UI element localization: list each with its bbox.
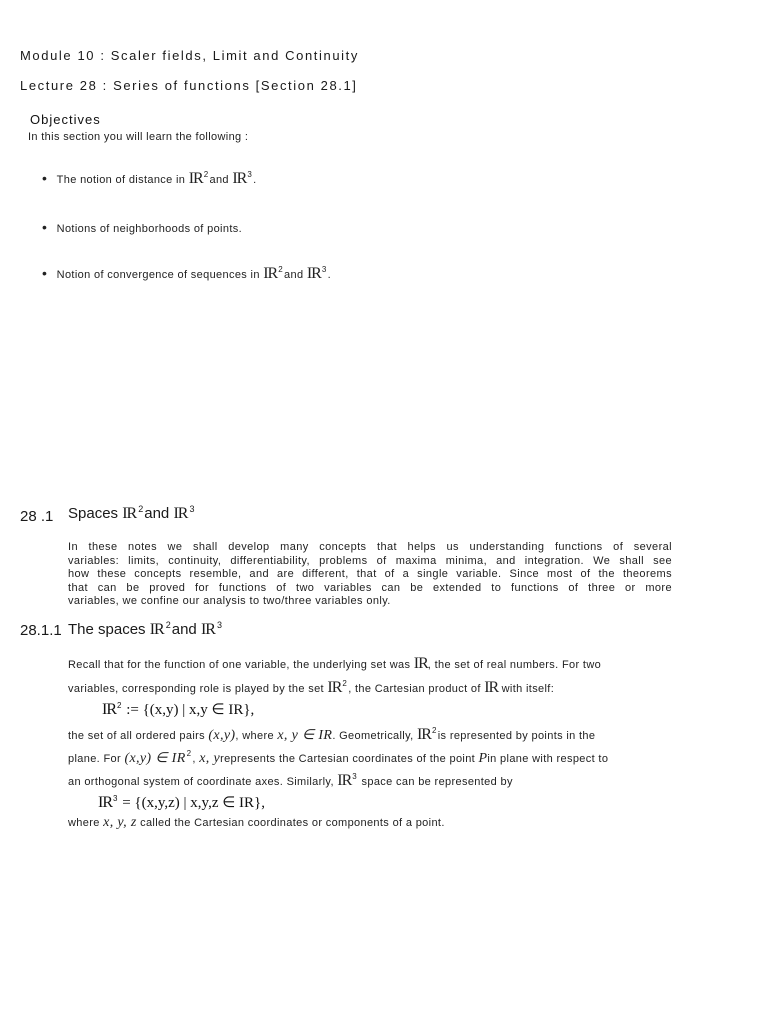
superscript: 2 — [278, 265, 284, 274]
math-expression: (x,y) ∈ IR — [124, 751, 186, 766]
superscript: 3 — [352, 772, 358, 781]
body-line — [68, 772, 513, 790]
real-numbers-symbol: IR — [102, 701, 116, 718]
body-text: . Geometrically, — [332, 730, 417, 742]
section-heading-word: Spaces — [68, 505, 119, 522]
body-text: an orthogonal system of coordinate axes. Similarly, — [68, 776, 338, 788]
real-numbers-symbol: IR — [188, 170, 203, 187]
body-text: is represented by points in the — [437, 730, 596, 742]
objectives-title: Objectives — [30, 112, 101, 127]
superscript: 2 — [203, 170, 209, 179]
equation-r3 — [98, 793, 265, 812]
superscript: 3 — [321, 265, 327, 274]
section-heading-and: and — [171, 621, 197, 638]
body-text: , the Cartesian product of — [348, 683, 485, 695]
paragraph-line: In these notes we shall develop many concepts that helps us understanding functions of several — [68, 541, 672, 553]
objectives-intro: In this section you will learn the following : — [28, 131, 249, 143]
body-text: where — [68, 817, 104, 829]
math-expression: x, y ∈ IR — [277, 728, 333, 743]
real-numbers-symbol: IR — [232, 170, 247, 187]
real-numbers-symbol: IR — [484, 679, 499, 696]
body-text: plane. For — [68, 753, 125, 765]
real-numbers-symbol: IR — [173, 505, 188, 522]
body-text: variables, corresponding role is played by the set — [68, 683, 328, 695]
section-paragraph — [68, 541, 672, 609]
list-item-text: and — [284, 269, 307, 281]
list-item-text: The notion of distance in — [56, 174, 189, 186]
superscript: 2 — [165, 620, 171, 630]
list-item-text: Notion of convergence of sequences in — [56, 269, 264, 281]
superscript: 2 — [431, 726, 437, 735]
bullet-icon: • — [42, 170, 48, 186]
equation-body: = {(x,y,z) | x,y,z ∈ IR}, — [118, 795, 265, 811]
math-expression: x, y — [199, 751, 221, 766]
real-numbers-symbol: IR — [416, 726, 431, 743]
body-line — [68, 750, 608, 767]
math-expression: x, y, z — [103, 815, 137, 830]
body-line — [68, 655, 601, 673]
superscript: 2 — [138, 504, 144, 514]
math-pair: (x,y) — [208, 728, 236, 743]
math-point: P — [478, 751, 488, 766]
lecture-title: Lecture 28 : Series of functions [Section 28.1] — [20, 78, 358, 93]
body-line — [68, 815, 445, 831]
paragraph-line: how these concepts resemble, and are different, that of a single variable. Since most of the theorems — [68, 568, 672, 580]
list-item-text: . — [253, 174, 257, 186]
body-line — [68, 726, 595, 744]
body-text: the set of all ordered pairs — [68, 730, 209, 742]
list-item — [42, 170, 257, 188]
list-item — [42, 219, 242, 235]
body-text: in plane with respect to — [487, 753, 609, 765]
real-numbers-symbol: IR — [306, 265, 321, 282]
real-numbers-symbol: IR — [149, 621, 164, 638]
section-heading-word: The spaces — [68, 621, 146, 638]
section-heading — [68, 621, 223, 639]
superscript: 2 — [342, 679, 348, 688]
bullet-icon: • — [42, 219, 48, 235]
body-text: represents the Cartesian coordinates of the point — [220, 753, 479, 765]
superscript: 2 — [186, 749, 192, 758]
bullet-icon: • — [42, 265, 48, 281]
superscript: 3 — [189, 504, 195, 514]
superscript: 3 — [216, 620, 222, 630]
real-numbers-symbol: IR — [122, 505, 137, 522]
real-numbers-symbol: IR — [98, 794, 112, 811]
list-item-text: . — [327, 269, 332, 281]
real-numbers-symbol: IR — [263, 265, 278, 282]
section-heading-and: and — [144, 505, 170, 522]
section-heading — [68, 505, 195, 523]
list-item-text: and — [209, 174, 233, 186]
superscript: 3 — [247, 170, 253, 179]
module-title: Module 10 : Scaler fields, Limit and Continuity — [20, 48, 359, 63]
body-text: Recall that for the function of one variable, the underlying set was — [68, 659, 414, 671]
real-numbers-symbol: IR — [337, 772, 352, 789]
equation-body: := {(x,y) | x,y ∈ IR}, — [122, 702, 255, 718]
body-text: , the set of real numbers. For two — [427, 659, 602, 671]
paragraph-line: variables, we confine our analysis to two/three variables only. — [68, 595, 391, 607]
equation-r2 — [102, 700, 254, 719]
real-numbers-symbol: IR — [327, 679, 342, 696]
paragraph-line: variables: limits, continuity, differentiability, problems of maxima minima, and integration. We shall see — [68, 554, 672, 567]
real-numbers-symbol: IR — [413, 655, 428, 672]
section-number: 28.1.1 — [20, 622, 62, 639]
section-number: 28 .1 — [20, 508, 54, 525]
body-text: with itself: — [498, 683, 555, 695]
paragraph-line: that can be proved for functions of two variables can be extended to functions of three or more — [68, 581, 672, 594]
superscript: 3 — [113, 794, 118, 803]
body-text: called the Cartesian coordinates or components of a point. — [136, 817, 445, 829]
list-item — [42, 265, 331, 283]
superscript: 2 — [117, 701, 122, 710]
body-text: , where — [235, 730, 278, 742]
real-numbers-symbol: IR — [200, 621, 215, 638]
body-text: space can be represented by — [358, 776, 513, 788]
list-item-text: Notions of neighborhoods of points. — [56, 223, 242, 235]
body-line — [68, 679, 554, 697]
body-text: , — [192, 753, 200, 765]
